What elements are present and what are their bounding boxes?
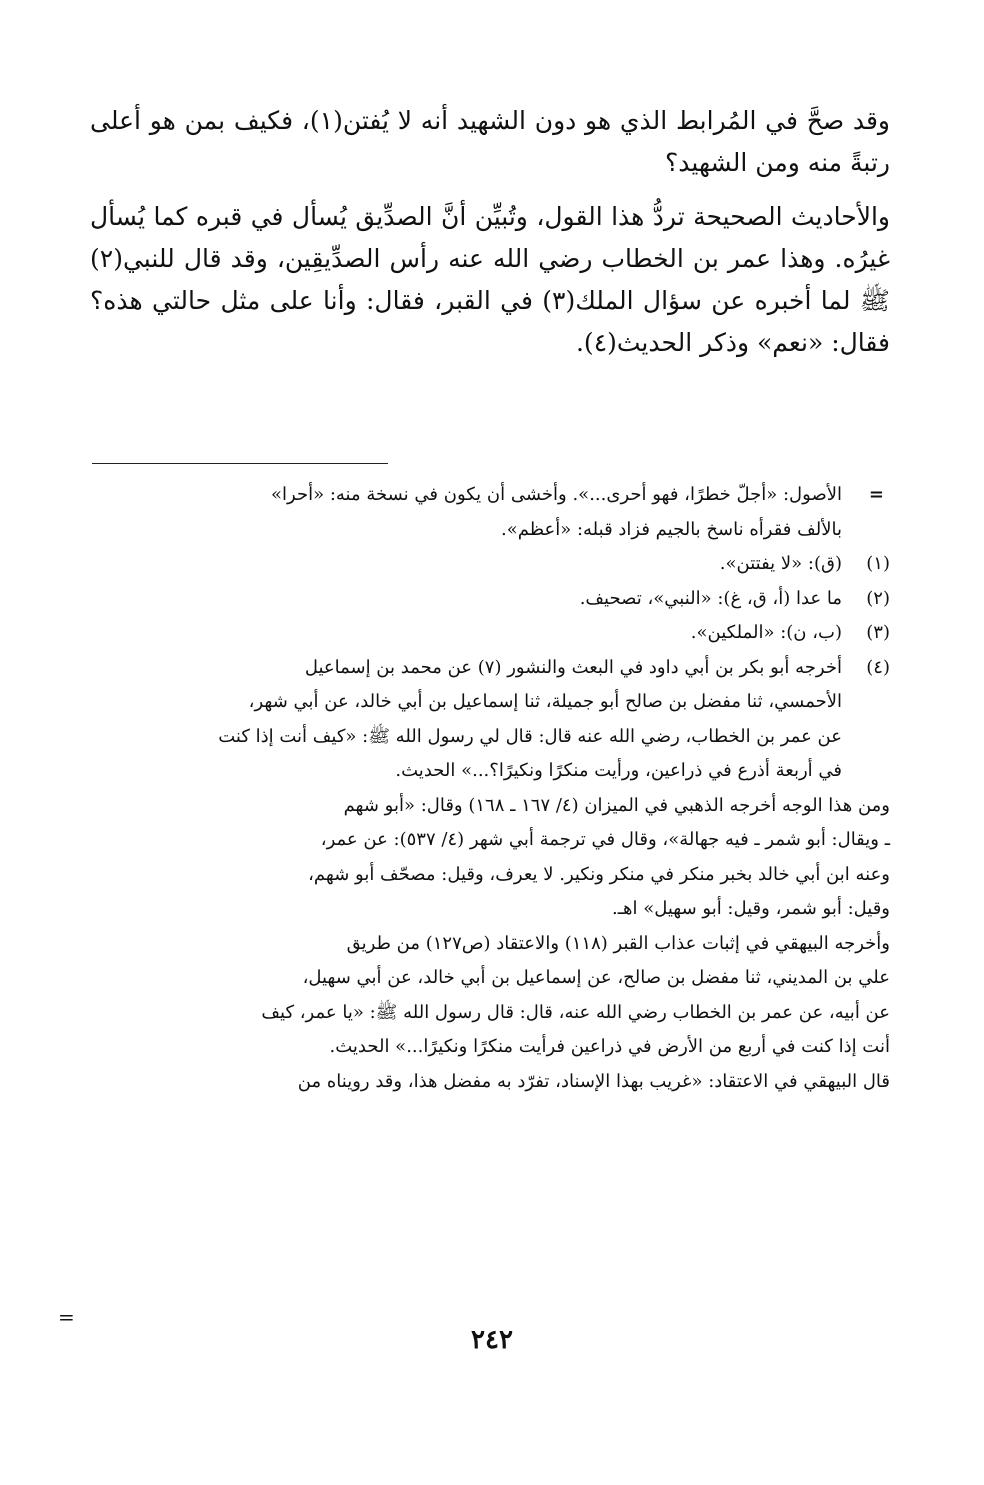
main-paragraph-2: والأحاديث الصحيحة تردُّ هذا القول، وتُبيِّن أنَّ الصدِّيق يُسأل في قبره كما يُسأل غيرُه. وهذا عمر بن الخطاب رضي الله عنه رأس الصدِّيقِين، وقد قال للنبي(٢) ﷺ لما أخبره عن سؤال الملك(٣) في القبر، فقال: وأنا على مثل حالتي هذه؟ فقال: «نعم» وذكر الحديث(٤). [90,202,890,357]
footnote-4 [90,651,890,789]
footnote-line: (ق): «لا يفتتن». [719,553,842,574]
footnote-line: في أربعة أذرع في ذراعين، ورأيت منكرًا ونكيرًا؟...» الحديث. [395,760,842,781]
footnote-line: علي بن المديني، ثنا مفضل بن صالح، عن إسماعيل بن أبي خالد، عن أبي سهيل، [302,967,890,988]
footnote-line: الأصول: «أجلّ خطرًا، فهو أحرى...». وأخشى أن يكون في نسخة منه: «أحرا» [271,484,842,505]
footnote-line: أنت إذا كنت في أربع من الأرض في ذراعين فرأيت منكرًا ونكيرًا...» الحديث. [329,1036,890,1057]
footnote-line: الأحمسي، ثنا مفضل بن صالح أبو جميلة، ثنا إسماعيل بن أبي خالد، عن أبي شهر، [248,691,842,712]
footnote-number: (١) [866,553,890,574]
footnote-line: ومن هذا الوجه أخرجه الذهبي في الميزان (٤/ ١٦٧ ـ ١٦٨) وقال: «أبو شهم [343,794,890,816]
footnote-paragraph-c [90,1065,890,1100]
footnote-paragraph-a [90,789,890,927]
footnote-number: (٢) [866,587,890,609]
footnote-1 [90,547,890,582]
footnote-line: ما عدا (أ، ق، غ): «النبي»، تصحيف. [579,587,842,609]
footnote-continuation [90,478,890,547]
page-number: ٢٤٢ [471,1325,513,1355]
footnote-2 [90,582,890,617]
footnote-line: وأخرجه البيهقي في إثبات عذاب القبر (١١٨) والاعتقاد (ص١٢٧) من طريق [346,932,890,954]
footnote-3 [90,616,890,651]
footnote-line: أخرجه أبو بكر بن أبي داود في البعث والنشور (٧) عن محمد بن إسماعيل [304,656,842,678]
footnote-line: قال البيهقي في الاعتقاد: «غريب بهذا الإسناد، تفرّد به مفضل هذا، وقد رويناه من [297,1070,890,1092]
footnote-line: عن عمر بن الخطاب، رضي الله عنه قال: قال لي رسول الله ﷺ: «كيف أنت إذا كنت [218,725,842,747]
footnote-number: (٣) [866,622,890,643]
footnote-number: (٤) [866,656,890,678]
footnotes [90,478,890,1099]
footnote-line: وعنه ابن أبي خالد بخبر منكر في منكر ونكير. لا يعرف، وقيل: مصحّف أبو شهم، [308,863,890,885]
continuation-mark: = [868,484,884,505]
footnote-line: ـ ويقال: أبو شمر ـ فيه جهالة»، وقال في ترجمة أبي شهر (٤/ ٥٣٧): عن عمر، [320,829,890,850]
main-text [90,100,890,378]
main-paragraph-1: وقد صحَّ في المُرابط الذي هو دون الشهيد أنه لا يُفتن(١)، فكيف بمن هو أعلى رتبةً منه ومن الشهيد؟ [90,106,891,177]
continues-mark: = [58,1305,75,1329]
footnote-line: (ب، ن): «الملكين». [690,622,842,643]
footnote-paragraph-b [90,927,890,1065]
footnote-line: بالألف فقرأه ناسخ بالجيم فزاد قبله: «أعظم». [501,518,842,540]
footnote-line: وقيل: أبو شمر، وقيل: أبو سهيل» اهـ. [612,898,890,919]
footnote-separator [92,463,388,464]
main-body [90,100,890,364]
footnote-line: عن أبيه، عن عمر بن الخطاب رضي الله عنه، قال: قال رسول الله ﷺ: «يا عمر، كيف [261,1001,890,1023]
